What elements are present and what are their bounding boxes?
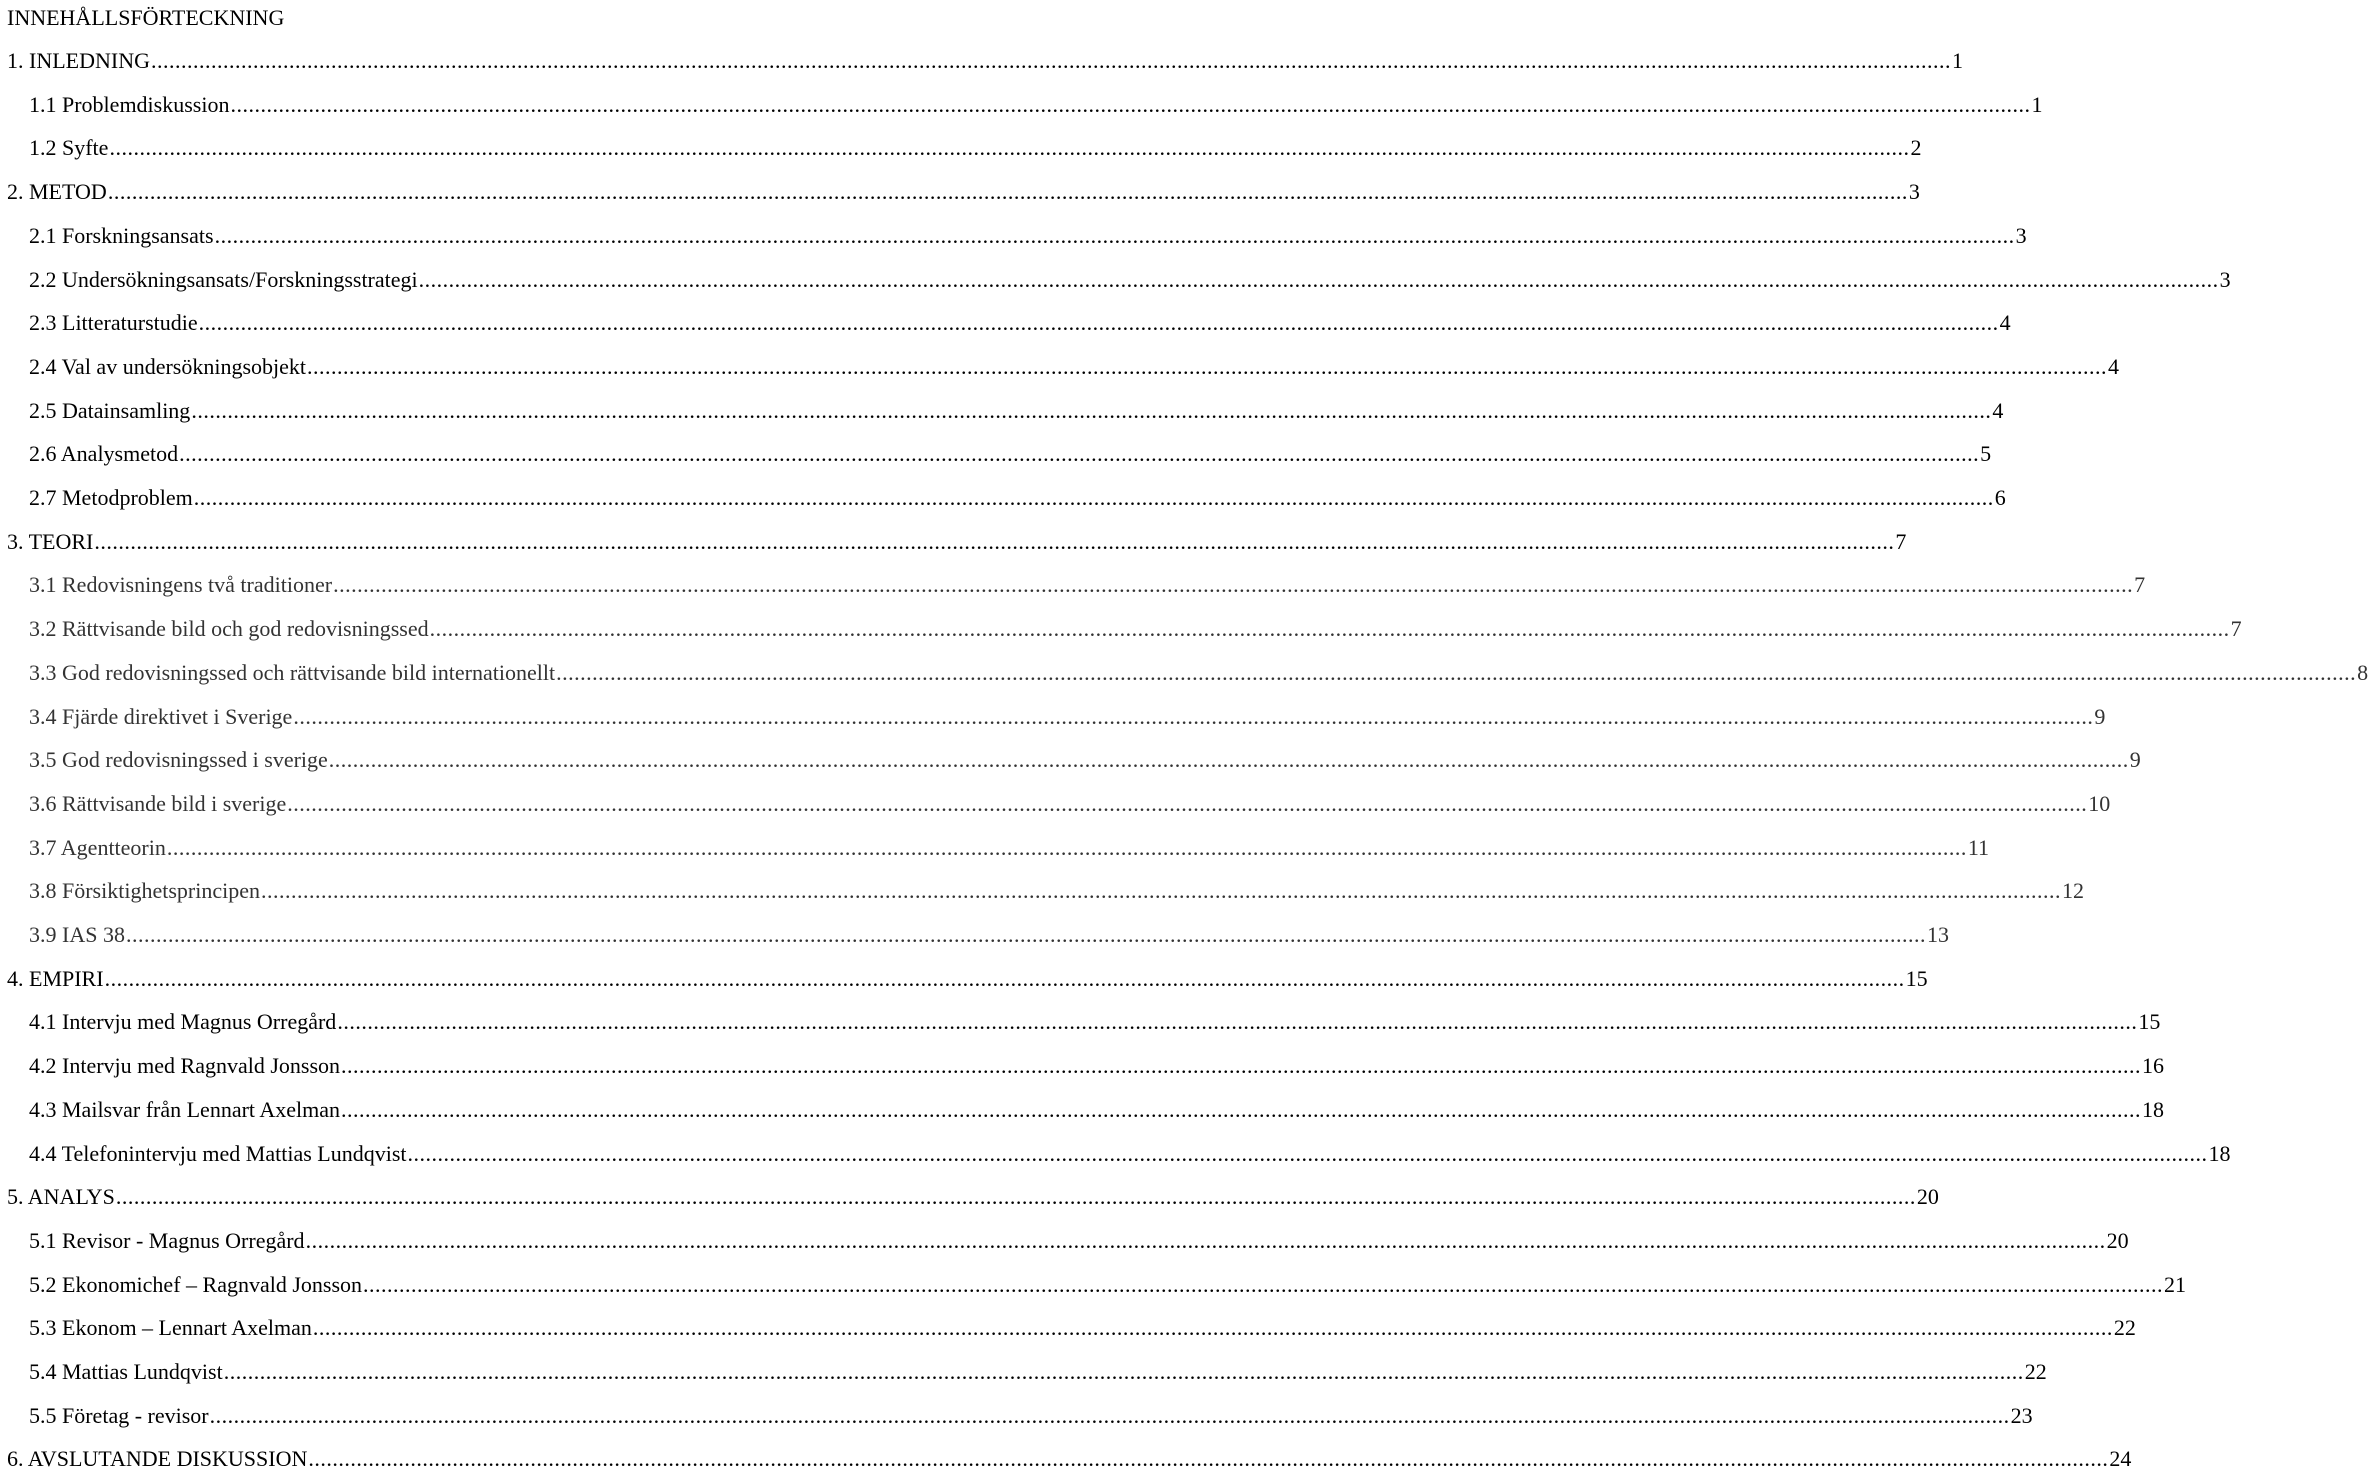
toc-entry-page-number: 24 [2109,1446,2132,1471]
toc-entry-page-number: 23 [2010,1403,2033,1428]
toc-entry[interactable] [7,1183,1939,1211]
toc-entry[interactable] [7,528,1907,556]
dot-leader: ............................................................................................................................................................................................................................................................................................................ [107,179,1908,204]
toc-entry-label: 5.5 Företag - revisor [29,1403,209,1428]
toc-entry-label: 2.2 Undersökningsansats/Forskningsstrategi [29,267,418,292]
toc-entry-label: 2.7 Metodproblem [29,485,193,510]
toc-entry[interactable] [29,1314,2136,1342]
dot-leader: ............................................................................................................................................................................................................................................................................................................ [340,1097,2141,1122]
toc-entry-page-number: 6 [1994,485,2006,510]
toc-entry-label: 5.1 Revisor - Magnus Orregård [29,1228,305,1253]
dot-leader: ............................................................................................................................................................................................................................................................................................................ [104,966,1905,991]
toc-entry-label: 2.6 Analysmetod [29,441,179,466]
toc-entry-page-number: 12 [2061,878,2084,903]
toc-entry-page-number: 3 [1908,179,1920,204]
dot-leader: ............................................................................................................................................................................................................................................................................................................ [429,616,2230,641]
toc-entry-page-number: 1 [1951,48,1963,73]
toc-entry-label: 4.1 Intervju med Magnus Orregård [29,1009,337,1034]
toc-entry-page-number: 22 [2024,1359,2047,1384]
toc-entry[interactable] [29,746,2141,774]
toc-entry-label: 3.3 God redovisningssed och rättvisande bild internationellt [29,660,556,685]
toc-entry[interactable] [29,91,2043,119]
toc-entry[interactable] [29,484,2006,512]
toc-entry[interactable] [29,615,2242,643]
dot-leader: ............................................................................................................................................................................................................................................................................................................ [125,922,1926,947]
dot-leader: ............................................................................................................................................................................................................................................................................................................ [407,1141,2208,1166]
toc-entry-label: 5. ANALYS [7,1184,115,1209]
toc-entry-label: 1.1 Problemdiskussion [29,92,230,117]
toc-entry-label: 5.3 Ekonom – Lennart Axelman [29,1315,312,1340]
dot-leader: ............................................................................................................................................................................................................................................................................................................ [209,1403,2010,1428]
toc-entry-page-number: 13 [1926,922,1949,947]
dot-leader: ............................................................................................................................................................................................................................................................................................................ [109,135,1910,160]
toc-entry-label: 6. AVSLUTANDE DISKUSSION [7,1446,308,1471]
toc-entry-page-number: 2 [1910,135,1922,160]
toc-entry[interactable] [29,134,1922,162]
toc-entry-label: 3. TEORI [7,529,94,554]
toc-entry[interactable] [29,353,2120,381]
toc-entry-page-number: 9 [2094,704,2106,729]
dot-leader: ............................................................................................................................................................................................................................................................................................................ [556,660,2357,685]
dot-leader: ............................................................................................................................................................................................................................................................................................................ [328,747,2129,772]
dot-leader: ............................................................................................................................................................................................................................................................................................................ [166,835,1967,860]
dot-leader: ............................................................................................................................................................................................................................................................................................................ [214,223,2015,248]
toc-entry[interactable] [29,1140,2231,1168]
dot-leader: ............................................................................................................................................................................................................................................................................................................ [193,485,1994,510]
toc-entry-label: 3.7 Agentteorin [29,835,166,860]
toc-entry[interactable] [29,1358,2047,1386]
toc-entry-page-number: 7 [1895,529,1907,554]
toc-entry[interactable] [7,178,1920,206]
toc-entry-label: 2.1 Forskningsansats [29,223,214,248]
toc-entry-page-number: 4 [1992,398,2004,423]
toc-entry-page-number: 15 [2138,1009,2161,1034]
toc-entry-page-number: 16 [2142,1053,2165,1078]
toc-entry-label: 5.4 Mattias Lundqvist [29,1359,223,1384]
dot-leader: ............................................................................................................................................................................................................................................................................................................ [260,878,2061,903]
dot-leader: ............................................................................................................................................................................................................................................................................................................ [312,1315,2113,1340]
toc-entry-page-number: 5 [1980,441,1992,466]
toc-entry[interactable] [29,1052,2165,1080]
toc-entry[interactable] [29,1227,2129,1255]
toc-entry-label: 1. INLEDNING [7,48,150,73]
toc-entry-page-number: 20 [1916,1184,1939,1209]
toc-entry[interactable] [29,1008,2161,1036]
toc-entry-page-number: 20 [2106,1228,2129,1253]
toc-entry-page-number: 18 [2208,1141,2231,1166]
toc-entry[interactable] [29,877,2084,905]
toc-entry-page-number: 18 [2141,1097,2164,1122]
toc-heading: INNEHÅLLSFÖRTECKNING [7,5,285,30]
toc-entry-label: 4. EMPIRI [7,966,104,991]
dot-leader: ............................................................................................................................................................................................................................................................................................................ [308,1446,2109,1471]
toc-entry-page-number: 21 [2164,1272,2187,1297]
dot-leader: ............................................................................................................................................................................................................................................................................................................ [223,1359,2024,1384]
toc-entry[interactable] [29,266,2231,294]
dot-leader: ............................................................................................................................................................................................................................................................................................................ [150,48,1951,73]
toc-entry[interactable] [29,571,2146,599]
toc-entry-page-number: 4 [2108,354,2120,379]
dot-leader: ............................................................................................................................................................................................................................................................................................................ [198,310,1999,335]
toc-entry[interactable] [29,921,1949,949]
dot-leader: ............................................................................................................................................................................................................................................................................................................ [341,1053,2142,1078]
toc-entry-label: 4.3 Mailsvar från Lennart Axelman [29,1097,340,1122]
toc-entry[interactable] [29,440,1992,468]
dot-leader: ............................................................................................................................................................................................................................................................................................................ [191,398,1992,423]
toc-entry-label: 4.4 Telefonintervju med Mattias Lundqvist [29,1141,407,1166]
toc-entry-page-number: 10 [2088,791,2111,816]
dot-leader: ............................................................................................................................................................................................................................................................................................................ [230,92,2031,117]
toc-entry-page-number: 1 [2031,92,2043,117]
dot-leader: ............................................................................................................................................................................................................................................................................................................ [418,267,2219,292]
toc-entry-page-number: 11 [1967,835,1990,860]
toc-entry-page-number: 15 [1905,966,1928,991]
toc-entry[interactable] [29,222,2027,250]
toc-entry-page-number: 8 [2357,660,2368,685]
dot-leader: ............................................................................................................................................................................................................................................................................................................ [307,354,2108,379]
toc-entry-page-number: 3 [2015,223,2027,248]
toc-entry[interactable] [29,1096,2164,1124]
toc-entry-page-number: 3 [2219,267,2231,292]
toc-entry[interactable] [29,397,2004,425]
toc-entry-page-number: 22 [2113,1315,2136,1340]
toc-entry-label: 2.5 Datainsamling [29,398,191,423]
toc-entry[interactable] [7,1445,2132,1473]
toc-entry-label: 3.5 God redovisningssed i sverige [29,747,328,772]
toc-entry-label: 3.1 Redovisningens två traditioner [29,572,333,597]
toc-entry-page-number: 7 [2230,616,2242,641]
toc-entry[interactable] [7,47,1963,75]
toc-entry-page-number: 9 [2129,747,2141,772]
toc-entry[interactable] [29,790,2111,818]
toc-entry-label: 2.4 Val av undersökningsobjekt [29,354,307,379]
toc-entry-label: 1.2 Syfte [29,135,109,160]
dot-leader: ............................................................................................................................................................................................................................................................................................................ [287,791,2088,816]
toc-entry-page-number: 7 [2134,572,2146,597]
toc-entry[interactable] [29,1402,2033,1430]
dot-leader: ............................................................................................................................................................................................................................................................................................................ [337,1009,2138,1034]
dot-leader: ............................................................................................................................................................................................................................................................................................................ [363,1272,2164,1297]
toc-entry-label: 3.6 Rättvisande bild i sverige [29,791,287,816]
toc-entry[interactable] [7,965,1928,993]
dot-leader: ............................................................................................................................................................................................................................................................................................................ [94,529,1895,554]
toc-entry[interactable] [29,309,2011,337]
toc-entry-label: 2. METOD [7,179,107,204]
toc-entry-label: 5.2 Ekonomichef – Ragnvald Jonsson [29,1272,363,1297]
toc-entry-label: 3.9 IAS 38 [29,922,125,947]
toc-entry[interactable] [29,659,2368,687]
toc-entry[interactable] [29,1271,2187,1299]
toc-entry-label: 2.3 Litteraturstudie [29,310,198,335]
toc-entry-label: 3.4 Fjärde direktivet i Sverige [29,704,293,729]
toc-entry[interactable] [29,703,2106,731]
toc-entry-page-number: 4 [1999,310,2011,335]
dot-leader: ............................................................................................................................................................................................................................................................................................................ [293,704,2094,729]
dot-leader: ............................................................................................................................................................................................................................................................................................................ [179,441,1980,466]
toc-entry-label: 3.8 Försiktighetsprincipen [29,878,260,903]
dot-leader: ............................................................................................................................................................................................................................................................................................................ [305,1228,2106,1253]
dot-leader: ............................................................................................................................................................................................................................................................................................................ [333,572,2134,597]
toc-entry-label: 4.2 Intervju med Ragnvald Jonsson [29,1053,341,1078]
toc-entry-label: 3.2 Rättvisande bild och god redovisningssed [29,616,429,641]
toc-entry[interactable] [29,834,1990,862]
dot-leader: ............................................................................................................................................................................................................................................................................................................ [115,1184,1916,1209]
